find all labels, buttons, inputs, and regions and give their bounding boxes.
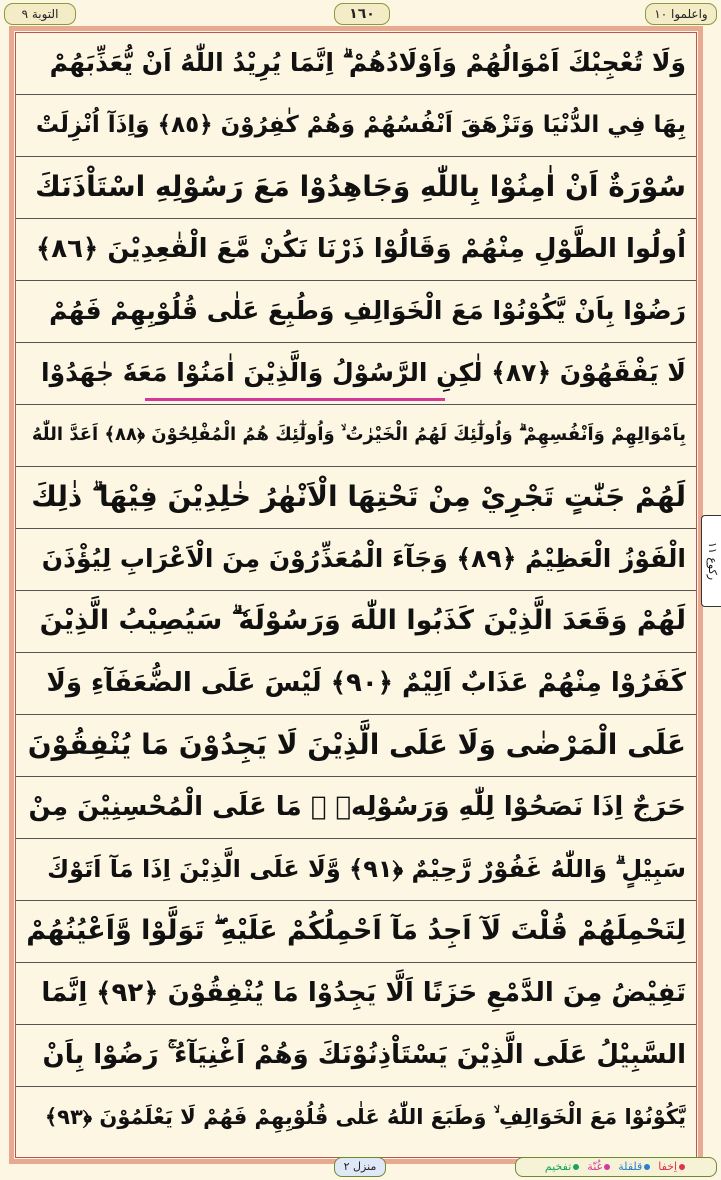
legend-label: اِخفا [658, 1160, 678, 1173]
verse-line: سَبِيْلٍ ۗ وَاللّٰهُ غَفُوْرٌ رَّحِيْمٌ ﴿٩١﴾ وَّلَا عَلَى الَّذِيْنَ اِذَا مَآ اَتَوْكَ [16, 839, 696, 901]
surah-name-badge: التوبة ٩ [4, 3, 76, 25]
ruku-marker-line [145, 398, 445, 401]
manzil-badge: منزل ٢ [334, 1157, 386, 1177]
ruku-side-marker: ركوع ١١ [701, 515, 721, 607]
legend-dot-icon [644, 1164, 650, 1170]
juz-name-badge: واعلموا ١٠ [645, 3, 717, 25]
legend-label: تفخیم [544, 1160, 572, 1173]
legend-dot-icon [604, 1164, 610, 1170]
verse-line: حَرَجٌ اِذَا نَصَحُوْا لِلّٰهِ وَرَسُوْلِهٖ ۗ مَا عَلَى الْمُحْسِنِيْنَ مِنْ [16, 777, 696, 839]
page-frame [9, 26, 703, 1164]
legend-item [587, 1160, 612, 1173]
legend-label: غُنّة [587, 1160, 603, 1173]
verse-line: اُولُوا الطَّوْلِ مِنْهُمْ وَقَالُوْا ذَرْنَا نَكُنْ مَّعَ الْقٰعِدِيْنَ ﴿٨٦﴾ [16, 219, 696, 281]
tajweed-legend [515, 1157, 717, 1177]
verse-line: رَضُوْا بِاَنْ يَّكُوْنُوْا مَعَ الْخَوَالِفِ وَطُبِعَ عَلٰى قُلُوْبِهِمْ فَهُمْ [16, 281, 696, 343]
verse-lines [16, 33, 696, 1157]
verse-line: سُوْرَةٌ اَنْ اٰمِنُوْا بِاللّٰهِ وَجَاهِدُوْا مَعَ رَسُوْلِهِ اسْتَاْذَنَكَ [16, 157, 696, 219]
verse-line: بِاَمْوَالِهِمْ وَاَنْفُسِهِمْ ۗ وَاُولٰٓئِكَ لَهُمُ الْخَيْرٰتُ ۙ وَاُولٰٓئِكَ هُمُ الْمُفْلِحُوْنَ ﴿٨٨﴾ اَعَدَّ اللّٰهُ [16, 405, 696, 467]
legend-dot-icon [679, 1164, 685, 1170]
verse-line: الْفَوْزُ الْعَظِيْمُ ﴿٨٩﴾ وَجَآءَ الْمُعَذِّرُوْنَ مِنَ الْاَعْرَابِ لِيُؤْذَنَ [16, 529, 696, 591]
verse-line: عَلَى الْمَرْضٰى وَلَا عَلَى الَّذِيْنَ لَا يَجِدُوْنَ مَا يُنْفِقُوْنَ [16, 715, 696, 777]
legend-item [545, 1160, 581, 1173]
verse-line: كَفَرُوْا مِنْهُمْ عَذَابٌ اَلِيْمٌ ﴿٩٠﴾ لَيْسَ عَلَى الضُّعَفَآءِ وَلَا [16, 653, 696, 715]
verse-line: لَهُمْ جَنّٰتٍ تَجْرِيْ مِنْ تَحْتِهَا الْاَنْهٰرُ خٰلِدِيْنَ فِيْهَا ۗ ذٰلِكَ [16, 467, 696, 529]
legend-dot-icon [573, 1164, 579, 1170]
verse-line: السَّبِيْلُ عَلَى الَّذِيْنَ يَسْتَاْذِنُوْنَكَ وَهُمْ اَغْنِيَآءُ ۚ رَضُوْا بِاَنْ [16, 1025, 696, 1087]
verse-line: لِتَحْمِلَهُمْ قُلْتَ لَآ اَجِدُ مَآ اَحْمِلُكُمْ عَلَيْهِ ۖ تَوَلَّوْا وَّاَعْيُنُهُمْ [16, 901, 696, 963]
verse-line: يَّكُوْنُوْا مَعَ الْخَوَالِفِ ۙ وَطَبَعَ اللّٰهُ عَلٰى قُلُوْبِهِمْ فَهُمْ لَا يَعْلَمُوْنَ ﴿٩٣﴾ [44, 1105, 686, 1129]
legend-item [658, 1160, 687, 1173]
legend-item [618, 1160, 652, 1173]
verse-line: تَفِيْضُ مِنَ الدَّمْعِ حَزَنًا اَلَّا يَجِدُوْا مَا يُنْفِقُوْنَ ﴿٩٢﴾ اِنَّمَا [16, 963, 696, 1025]
legend-label: قلقلة [618, 1160, 643, 1173]
verse-line: بِهَا فِي الدُّنْيَا وَتَزْهَقَ اَنْفُسُهُمْ وَهُمْ كٰفِرُوْنَ ﴿٨٥﴾ وَاِذَآ اُنْزِلَتْ [16, 95, 696, 157]
verse-line: وَلَا تُعْجِبْكَ اَمْوَالُهُمْ وَاَوْلَادُهُمْ ۗ اِنَّمَا يُرِيْدُ اللّٰهُ اَنْ يُّعَذِّبَهُمْ [16, 33, 696, 95]
page-number: ١٦٠ [334, 3, 390, 25]
verse-line: لَهُمْ وَقَعَدَ الَّذِيْنَ كَذَبُوا اللّٰهَ وَرَسُوْلَهٗ ۗ سَيُصِيْبُ الَّذِيْنَ [16, 591, 696, 653]
verse-line: لَا يَفْقَهُوْنَ ﴿٨٧﴾ لٰكِنِ الرَّسُوْلُ وَالَّذِيْنَ اٰمَنُوْا مَعَهٗ جٰهَدُوْا [16, 343, 696, 405]
